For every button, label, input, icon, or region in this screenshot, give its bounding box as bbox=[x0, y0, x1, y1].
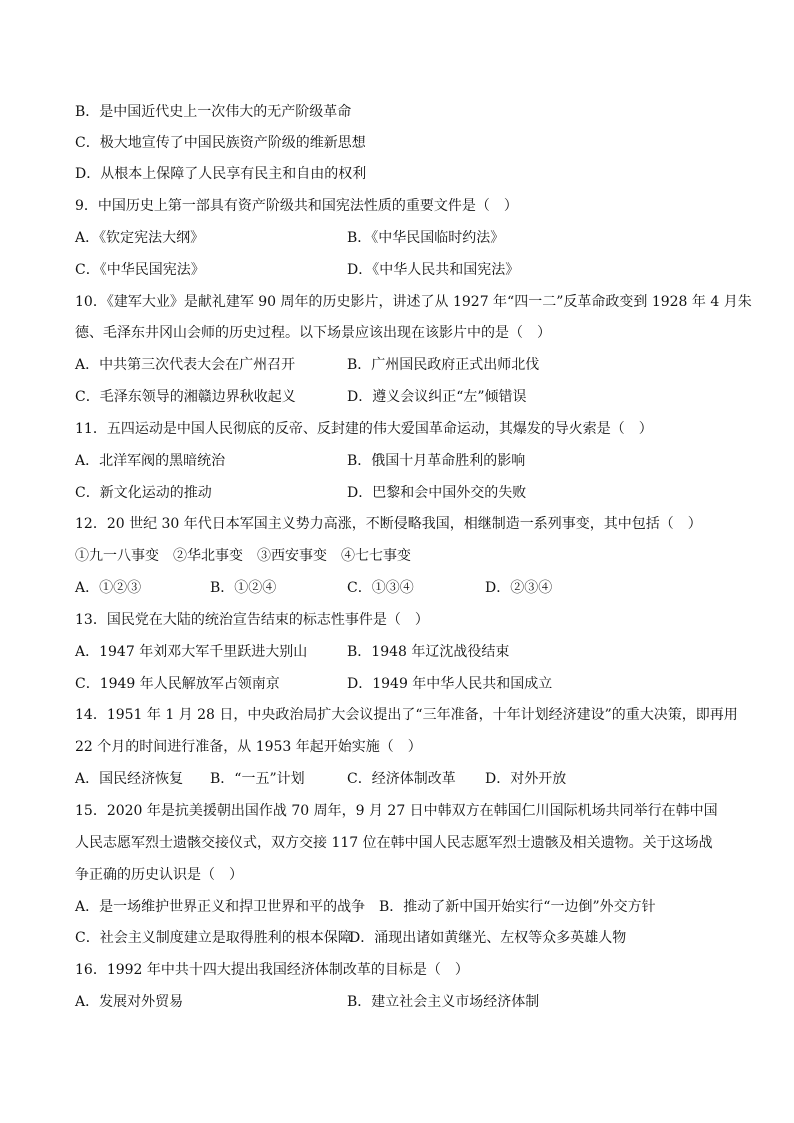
q13-option-a: A．1947 年刘邓大军千里跃进大别山 bbox=[75, 644, 308, 660]
q15-stem-line2: 人民志愿军烈士遗骸交接仪式，双方交接 117 位在韩中国人民志愿军烈士遗骸及相关遗物。关于这场战 bbox=[75, 835, 713, 851]
q15-option-b: B．推动了新中国开始实行“一边倒”外交方针 bbox=[379, 899, 656, 915]
q10-option-d: D．遵义会议纠正“左”倾错误 bbox=[347, 389, 527, 405]
q14-stem-line1: 14．1951 年 1 月 28 日，中央政治局扩大会议提出了“三年准备，十年计划经济建设”的重大决策，即再用 bbox=[75, 707, 738, 723]
q15-option-a: A．是一场维护世界正义和捍卫世界和平的战争 bbox=[75, 899, 366, 915]
q16-option-a: A．发展对外贸易 bbox=[75, 994, 184, 1010]
q13-stem: 13．国民党在大陆的统治宣告结束的标志性事件是（ ） bbox=[75, 612, 429, 628]
q16-option-b: B．建立社会主义市场经济体制 bbox=[347, 994, 540, 1010]
q8-option-c: C．极大地宣传了中国民族资产阶级的维新思想 bbox=[75, 135, 366, 151]
q9-option-a: A．《钦定宪法大纲》 bbox=[75, 230, 205, 246]
q10-stem-line1: 10．《建军大业》是献礼建军 90 周年的历史影片，讲述了从 1927 年“四一二”反革命政变到 1928 年 4 月朱 bbox=[75, 294, 752, 310]
q9-option-d: D．《中华人民共和国宪法》 bbox=[347, 262, 520, 278]
q14-option-b: B．“一五”计划 bbox=[210, 771, 305, 787]
q15-option-d: D．涌现出诸如黄继光、左权等众多英雄人物 bbox=[349, 930, 627, 946]
q8-option-d: D．从根本上保障了人民享有民主和自由的权利 bbox=[75, 166, 367, 182]
q12-option-c: C．①③④ bbox=[347, 580, 414, 596]
q13-option-c: C．1949 年人民解放军占领南京 bbox=[75, 676, 280, 692]
q15-stem-line1: 15．2020 年是抗美援朝出国作战 70 周年，9 月 27 日中韩双方在韩国仁川国际机场共同举行在韩中国 bbox=[75, 803, 718, 819]
q12-stem: 12．20 世纪 30 年代日本军国主义势力高涨，不断侵略我国，相继制造一系列事变，其中包括（ ） bbox=[75, 516, 702, 532]
q15-option-c: C．社会主义制度建立是取得胜利的根本保障 bbox=[75, 930, 352, 946]
q12-option-d: D．②③④ bbox=[485, 580, 553, 596]
q11-option-b: B．俄国十月革命胜利的影响 bbox=[347, 453, 526, 469]
q9-option-b: B．《中华民国临时约法》 bbox=[347, 230, 505, 246]
q10-option-b: B．广州国民政府正式出师北伐 bbox=[347, 357, 540, 373]
q11-option-d: D．巴黎和会中国外交的失败 bbox=[347, 485, 527, 501]
q9-option-c: C．《中华民国宪法》 bbox=[75, 262, 205, 278]
q10-stem-line2: 德、毛泽东井冈山会师的历史过程。以下场景应该出现在该影片中的是（ ） bbox=[75, 325, 551, 341]
q14-stem-line2: 22 个月的时间进行准备，从 1953 年起开始实施（ ） bbox=[75, 739, 422, 755]
q11-stem: 11．五四运动是中国人民彻底的反帝、反封建的伟大爱国革命运动，其爆发的导火索是（ ） bbox=[75, 421, 653, 437]
q16-stem: 16．1992 年中共十四大提出我国经济体制改革的目标是（ ） bbox=[75, 962, 469, 978]
q13-option-b: B．1948 年辽沈战役结束 bbox=[347, 644, 510, 660]
q11-option-c: C．新文化运动的推动 bbox=[75, 485, 212, 501]
q12-option-a: A．①②③ bbox=[75, 580, 142, 596]
q10-option-c: C．毛泽东领导的湘赣边界秋收起义 bbox=[75, 389, 296, 405]
q13-option-d: D．1949 年中华人民共和国成立 bbox=[347, 676, 553, 692]
q10-option-a: A．中共第三次代表大会在广州召开 bbox=[75, 357, 296, 373]
q15-stem-line3: 争正确的历史认识是（ ） bbox=[75, 867, 243, 883]
q14-option-d: D．对外开放 bbox=[485, 771, 567, 787]
q9-stem: 9．中国历史上第一部具有资产阶级共和国宪法性质的重要文件是（ ） bbox=[75, 198, 518, 214]
q14-option-c: C．经济体制改革 bbox=[347, 771, 456, 787]
q8-option-b: B．是中国近代史上一次伟大的无产阶级革命 bbox=[75, 104, 352, 120]
q12-items: ①九一八事变 ②华北事变 ③西安事变 ④七七事变 bbox=[75, 548, 411, 564]
q11-option-a: A．北洋军阀的黑暗统治 bbox=[75, 453, 226, 469]
q12-option-b: B．①②④ bbox=[210, 580, 277, 596]
q14-option-a: A．国民经济恢复 bbox=[75, 771, 184, 787]
